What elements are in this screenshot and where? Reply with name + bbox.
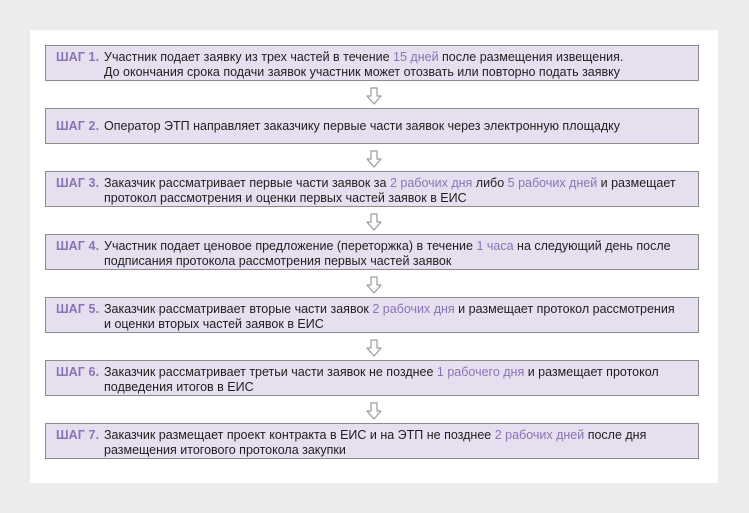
text-segment: после дня	[584, 428, 647, 442]
step-label: ШАГ 7.	[56, 428, 100, 442]
text-segment: Заказчик размещает проект контракта в ЕИС и на ЭТП не позднее	[104, 428, 495, 442]
text-segment: Заказчик рассматривает первые части заявок за	[104, 176, 390, 190]
step-box-5	[45, 297, 699, 333]
step-label: ШАГ 6.	[56, 365, 100, 379]
text-segment: подведения итогов в ЕИС	[104, 380, 254, 394]
step-text	[104, 176, 690, 206]
text-segment: Заказчик рассматривает третьи части заявок не позднее	[104, 365, 437, 379]
down-arrow-icon	[366, 276, 382, 294]
step-label: ШАГ 1.	[56, 50, 100, 64]
step-text-line	[104, 119, 690, 134]
step-box-1	[45, 45, 699, 81]
step-text	[104, 428, 690, 458]
down-arrow-icon	[366, 213, 382, 231]
step-text	[104, 365, 690, 395]
text-segment: подписания протокола рассмотрения первых частей заявок	[104, 254, 452, 268]
step-text-line	[104, 65, 690, 80]
step-text	[104, 50, 690, 80]
step-label: ШАГ 5.	[56, 302, 100, 316]
step-text	[104, 119, 690, 143]
text-segment: на следующий день после	[513, 239, 671, 253]
text-segment: размещения итогового протокола закупки	[104, 443, 346, 457]
text-segment: Участник подает заявку из трех частей в течение	[104, 50, 394, 64]
step-text-line	[104, 191, 690, 206]
text-segment: и размещает протокол рассмотрения	[454, 302, 675, 316]
text-segment: До окончания срока подачи заявок участник может отозвать или повторно подать заявку	[104, 65, 621, 79]
highlighted-term: 2 рабочих дня	[389, 176, 473, 190]
highlighted-term: 1 часа	[476, 239, 514, 253]
text-segment: Участник подает ценовое предложение (переторжка) в течение	[104, 239, 477, 253]
step-text-line	[104, 176, 690, 191]
text-segment: и размещает	[597, 176, 676, 190]
step-label: ШАГ 4.	[56, 239, 100, 253]
text-segment: и размещает протокол	[524, 365, 659, 379]
down-arrow-icon	[366, 402, 382, 420]
highlighted-term: 2 рабочих дня	[372, 302, 455, 316]
down-arrow-icon	[366, 339, 382, 357]
down-arrow-icon	[366, 150, 382, 168]
step-label: ШАГ 3.	[56, 176, 100, 190]
text-segment: после размещения извещения.	[438, 50, 624, 64]
step-text-line	[104, 302, 690, 317]
step-text-line	[104, 380, 690, 395]
text-segment: Оператор ЭТП направляет заказчику первые части заявок через электронную площадку	[104, 119, 620, 133]
step-text	[104, 302, 690, 332]
highlighted-term: 2 рабочих дней	[494, 428, 585, 442]
step-box-3	[45, 171, 699, 207]
text-segment: Заказчик рассматривает вторые части заявок	[104, 302, 373, 316]
step-text	[104, 239, 690, 269]
flowchart-panel	[30, 30, 718, 483]
text-segment: протокол рассмотрения и оценки первых частей заявок в ЕИС	[104, 191, 467, 205]
step-text-line	[104, 239, 690, 254]
highlighted-term: 1 рабочего дня	[436, 365, 525, 379]
step-text-line	[104, 443, 690, 458]
step-box-6	[45, 360, 699, 396]
step-box-4	[45, 234, 699, 270]
step-text-line	[104, 428, 690, 443]
highlighted-term: 5 рабочих дней	[507, 176, 598, 190]
step-box-7	[45, 423, 699, 459]
highlighted-term: 15 дней	[393, 50, 439, 64]
down-arrow-icon	[366, 87, 382, 105]
text-segment: либо	[472, 176, 508, 190]
step-text-line	[104, 50, 690, 65]
step-text-line	[104, 254, 690, 269]
step-text-line	[104, 365, 690, 380]
text-segment: и оценки вторых частей заявок в ЕИС	[104, 317, 324, 331]
step-text-line	[104, 317, 690, 332]
step-box-2	[45, 108, 699, 144]
step-label: ШАГ 2.	[56, 119, 100, 133]
